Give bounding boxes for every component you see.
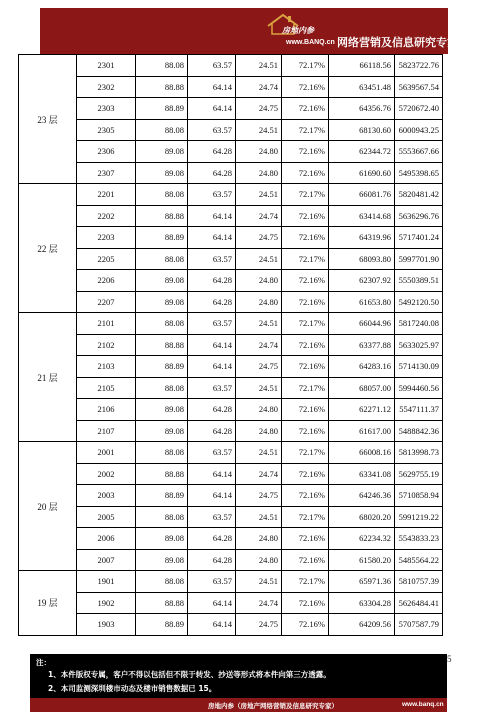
unit-number-cell: 2006: [77, 528, 136, 550]
total-price-cell: 5488842.36: [395, 420, 443, 442]
area-cell: 88.88: [136, 76, 188, 98]
table-row: [19, 334, 443, 356]
unit-number-cell: 2302: [77, 76, 136, 98]
unit-price-cell: 62271.12: [329, 399, 395, 421]
ratio-cell: 72.16%: [282, 463, 329, 485]
unit-price-cell: 63304.28: [329, 592, 395, 614]
unit-number-cell: 2306: [77, 141, 136, 163]
total-price-cell: 5707587.79: [395, 614, 443, 636]
inner-area-cell: 64.14: [188, 485, 236, 507]
table-row: [19, 377, 443, 399]
table-row: [19, 442, 443, 464]
shared-area-cell: 24.80: [236, 162, 282, 184]
area-cell: 88.88: [136, 592, 188, 614]
ratio-cell: 72.16%: [282, 291, 329, 313]
area-cell: 88.08: [136, 248, 188, 270]
unit-price-cell: 68057.00: [329, 377, 395, 399]
ratio-cell: 72.16%: [282, 162, 329, 184]
shared-area-cell: 24.80: [236, 549, 282, 571]
shared-area-cell: 24.51: [236, 442, 282, 464]
floor-label-cell: 23 层: [19, 55, 77, 184]
unit-price-cell: 64356.76: [329, 98, 395, 120]
total-price-cell: 6000943.25: [395, 119, 443, 141]
table-row: [19, 205, 443, 227]
unit-price-cell: 62344.72: [329, 141, 395, 163]
ratio-cell: 72.17%: [282, 55, 329, 77]
shared-area-cell: 24.51: [236, 313, 282, 335]
unit-price-cell: 64319.96: [329, 227, 395, 249]
unit-number-cell: 1903: [77, 614, 136, 636]
unit-number-cell: 2101: [77, 313, 136, 335]
shared-area-cell: 24.80: [236, 141, 282, 163]
total-price-cell: 5997701.90: [395, 248, 443, 270]
unit-number-cell: 2303: [77, 98, 136, 120]
note-title: 注：: [36, 658, 51, 667]
unit-price-cell: 68093.80: [329, 248, 395, 270]
ratio-cell: 72.16%: [282, 270, 329, 292]
table-row: [19, 141, 443, 163]
unit-number-cell: 1901: [77, 571, 136, 593]
table-row: [19, 485, 443, 507]
inner-area-cell: 64.28: [188, 270, 236, 292]
unit-number-cell: 2305: [77, 119, 136, 141]
ratio-cell: 72.16%: [282, 205, 329, 227]
table-row: [19, 227, 443, 249]
ratio-cell: 72.16%: [282, 141, 329, 163]
floor-label-cell: 22 层: [19, 184, 77, 313]
shared-area-cell: 24.51: [236, 506, 282, 528]
unit-price-cell: 66118.56: [329, 55, 395, 77]
table-row: [19, 463, 443, 485]
unit-price-cell: 63341.08: [329, 463, 395, 485]
unit-number-cell: 2003: [77, 485, 136, 507]
total-price-cell: 5485564.22: [395, 549, 443, 571]
total-price-cell: 5813998.73: [395, 442, 443, 464]
ratio-cell: 72.17%: [282, 442, 329, 464]
ratio-cell: 72.16%: [282, 227, 329, 249]
inner-area-cell: 64.28: [188, 141, 236, 163]
shared-area-cell: 24.75: [236, 98, 282, 120]
table-row: [19, 399, 443, 421]
total-price-cell: 5817240.08: [395, 313, 443, 335]
ratio-cell: 72.16%: [282, 549, 329, 571]
unit-number-cell: 2002: [77, 463, 136, 485]
shared-area-cell: 24.75: [236, 485, 282, 507]
total-price-cell: 5633025.97: [395, 334, 443, 356]
unit-number-cell: 1902: [77, 592, 136, 614]
table-row: [19, 528, 443, 550]
shared-area-cell: 24.51: [236, 119, 282, 141]
shared-area-cell: 24.74: [236, 205, 282, 227]
total-price-cell: 5492120.50: [395, 291, 443, 313]
shared-area-cell: 24.75: [236, 356, 282, 378]
footer-notes: [30, 654, 447, 698]
table-row: [19, 291, 443, 313]
total-price-cell: 5495398.65: [395, 162, 443, 184]
ratio-cell: 72.17%: [282, 119, 329, 141]
inner-area-cell: 64.28: [188, 549, 236, 571]
area-cell: 88.89: [136, 485, 188, 507]
ratio-cell: 72.17%: [282, 377, 329, 399]
ratio-cell: 72.16%: [282, 592, 329, 614]
table-row: [19, 356, 443, 378]
shared-area-cell: 24.75: [236, 227, 282, 249]
area-cell: 88.08: [136, 506, 188, 528]
inner-area-cell: 64.28: [188, 291, 236, 313]
footer-bar-url: www.banq.cn: [402, 701, 444, 708]
area-cell: 89.08: [136, 399, 188, 421]
total-price-cell: 5553667.66: [395, 141, 443, 163]
unit-number-cell: 2203: [77, 227, 136, 249]
inner-area-cell: 63.57: [188, 184, 236, 206]
area-cell: 88.08: [136, 377, 188, 399]
ratio-cell: 72.17%: [282, 506, 329, 528]
inner-area-cell: 63.57: [188, 506, 236, 528]
inner-area-cell: 64.28: [188, 528, 236, 550]
ratio-cell: 72.16%: [282, 485, 329, 507]
shared-area-cell: 24.51: [236, 248, 282, 270]
shared-area-cell: 24.80: [236, 420, 282, 442]
total-price-cell: 5720672.40: [395, 98, 443, 120]
area-cell: 89.08: [136, 291, 188, 313]
inner-area-cell: 64.14: [188, 356, 236, 378]
area-cell: 89.08: [136, 420, 188, 442]
unit-number-cell: 2201: [77, 184, 136, 206]
area-cell: 88.89: [136, 614, 188, 636]
table-row: [19, 184, 443, 206]
table-row: [19, 248, 443, 270]
shared-area-cell: 24.51: [236, 55, 282, 77]
total-price-cell: 5639567.54: [395, 76, 443, 98]
unit-price-cell: 61617.00: [329, 420, 395, 442]
shared-area-cell: 24.51: [236, 184, 282, 206]
unit-price-cell: 61690.60: [329, 162, 395, 184]
unit-number-cell: 2307: [77, 162, 136, 184]
unit-price-cell: 68020.20: [329, 506, 395, 528]
unit-price-cell: 66081.76: [329, 184, 395, 206]
sales-table: [18, 54, 443, 636]
unit-price-cell: 62234.32: [329, 528, 395, 550]
inner-area-cell: 63.57: [188, 377, 236, 399]
area-cell: 88.89: [136, 227, 188, 249]
table-row: [19, 119, 443, 141]
inner-area-cell: 63.57: [188, 248, 236, 270]
ratio-cell: 72.16%: [282, 420, 329, 442]
unit-price-cell: 64209.56: [329, 614, 395, 636]
total-price-cell: 5820481.42: [395, 184, 443, 206]
unit-price-cell: 63377.88: [329, 334, 395, 356]
shared-area-cell: 24.80: [236, 399, 282, 421]
page-number: 5: [447, 654, 452, 664]
total-price-cell: 5994460.56: [395, 377, 443, 399]
ratio-cell: 72.17%: [282, 313, 329, 335]
area-cell: 89.08: [136, 270, 188, 292]
total-price-cell: 5717401.24: [395, 227, 443, 249]
total-price-cell: 5991219.22: [395, 506, 443, 528]
unit-price-cell: 66044.96: [329, 313, 395, 335]
inner-area-cell: 64.14: [188, 76, 236, 98]
inner-area-cell: 64.28: [188, 162, 236, 184]
area-cell: 88.08: [136, 313, 188, 335]
unit-number-cell: 2106: [77, 399, 136, 421]
unit-price-cell: 63414.68: [329, 205, 395, 227]
table-row: [19, 76, 443, 98]
unit-number-cell: 2007: [77, 549, 136, 571]
ratio-cell: 72.16%: [282, 528, 329, 550]
area-cell: 88.89: [136, 356, 188, 378]
unit-number-cell: 2206: [77, 270, 136, 292]
footer-bar-text: 房地内参（房地产网络营销及信息研究专家）: [208, 702, 338, 710]
inner-area-cell: 64.14: [188, 98, 236, 120]
inner-area-cell: 63.57: [188, 55, 236, 77]
logo-url: www.BANQ.cn: [286, 39, 335, 46]
inner-area-cell: 63.57: [188, 442, 236, 464]
inner-area-cell: 64.14: [188, 227, 236, 249]
ratio-cell: 72.16%: [282, 356, 329, 378]
area-cell: 88.88: [136, 463, 188, 485]
unit-price-cell: 64283.16: [329, 356, 395, 378]
shared-area-cell: 24.74: [236, 334, 282, 356]
unit-number-cell: 2001: [77, 442, 136, 464]
table-row: [19, 162, 443, 184]
total-price-cell: 5823722.76: [395, 55, 443, 77]
unit-number-cell: 2102: [77, 334, 136, 356]
total-price-cell: 5626484.41: [395, 592, 443, 614]
table-row: [19, 420, 443, 442]
unit-number-cell: 2005: [77, 506, 136, 528]
unit-price-cell: 65971.36: [329, 571, 395, 593]
ratio-cell: 72.16%: [282, 614, 329, 636]
area-cell: 89.08: [136, 141, 188, 163]
inner-area-cell: 63.57: [188, 571, 236, 593]
area-cell: 88.88: [136, 334, 188, 356]
unit-number-cell: 2301: [77, 55, 136, 77]
inner-area-cell: 64.14: [188, 592, 236, 614]
total-price-cell: 5636296.76: [395, 205, 443, 227]
table-row: [19, 313, 443, 335]
shared-area-cell: 24.80: [236, 528, 282, 550]
inner-area-cell: 63.57: [188, 119, 236, 141]
ratio-cell: 72.16%: [282, 98, 329, 120]
footer-bar: [30, 698, 447, 712]
table-row: [19, 592, 443, 614]
total-price-cell: 5710858.94: [395, 485, 443, 507]
unit-price-cell: 64246.36: [329, 485, 395, 507]
table-row: [19, 549, 443, 571]
total-price-cell: 5547111.37: [395, 399, 443, 421]
inner-area-cell: 64.14: [188, 205, 236, 227]
unit-number-cell: 2107: [77, 420, 136, 442]
area-cell: 88.08: [136, 184, 188, 206]
shared-area-cell: 24.51: [236, 377, 282, 399]
unit-price-cell: 66008.16: [329, 442, 395, 464]
shared-area-cell: 24.80: [236, 291, 282, 313]
unit-price-cell: 68130.60: [329, 119, 395, 141]
table-row: [19, 571, 443, 593]
ratio-cell: 72.16%: [282, 399, 329, 421]
unit-number-cell: 2207: [77, 291, 136, 313]
ratio-cell: 72.17%: [282, 571, 329, 593]
banner-title: 网络营销及信息研究专家: [337, 36, 458, 49]
unit-price-cell: 63451.48: [329, 76, 395, 98]
area-cell: 89.08: [136, 162, 188, 184]
ratio-cell: 72.17%: [282, 184, 329, 206]
shared-area-cell: 24.74: [236, 463, 282, 485]
table-row: [19, 270, 443, 292]
note-item: 2、本司监测深圳楼市动态及楼市销售数据已 15。: [48, 684, 217, 693]
total-price-cell: 5629755.19: [395, 463, 443, 485]
table-row: [19, 506, 443, 528]
ratio-cell: 72.16%: [282, 76, 329, 98]
floor-label-cell: 19 层: [19, 571, 77, 636]
shared-area-cell: 24.74: [236, 592, 282, 614]
inner-area-cell: 63.57: [188, 313, 236, 335]
unit-number-cell: 2105: [77, 377, 136, 399]
ratio-cell: 72.17%: [282, 248, 329, 270]
area-cell: 88.08: [136, 119, 188, 141]
area-cell: 88.08: [136, 571, 188, 593]
area-cell: 88.08: [136, 442, 188, 464]
shared-area-cell: 24.80: [236, 270, 282, 292]
table-row: [19, 614, 443, 636]
table-row: [19, 98, 443, 120]
floor-label-cell: 21 层: [19, 313, 77, 442]
total-price-cell: 5714130.09: [395, 356, 443, 378]
floor-label-cell: 20 层: [19, 442, 77, 571]
shared-area-cell: 24.74: [236, 76, 282, 98]
inner-area-cell: 64.28: [188, 399, 236, 421]
area-cell: 89.08: [136, 549, 188, 571]
inner-area-cell: 64.14: [188, 334, 236, 356]
total-price-cell: 5550389.51: [395, 270, 443, 292]
unit-number-cell: 2205: [77, 248, 136, 270]
area-cell: 88.08: [136, 55, 188, 77]
logo-text: 房地内参: [282, 26, 314, 35]
ratio-cell: 72.16%: [282, 334, 329, 356]
unit-number-cell: 2202: [77, 205, 136, 227]
note-item: 1、本件版权专属，客户不得以包括但不限于转发、抄送等形式将本件向第三方透露。: [48, 670, 331, 679]
inner-area-cell: 64.14: [188, 463, 236, 485]
area-cell: 88.89: [136, 98, 188, 120]
table-row: [19, 55, 443, 77]
shared-area-cell: 24.75: [236, 614, 282, 636]
shared-area-cell: 24.51: [236, 571, 282, 593]
area-cell: 88.88: [136, 205, 188, 227]
inner-area-cell: 64.14: [188, 614, 236, 636]
unit-number-cell: 2103: [77, 356, 136, 378]
total-price-cell: 5543833.23: [395, 528, 443, 550]
unit-price-cell: 62307.92: [329, 270, 395, 292]
area-cell: 89.08: [136, 528, 188, 550]
total-price-cell: 5810757.39: [395, 571, 443, 593]
inner-area-cell: 64.28: [188, 420, 236, 442]
unit-price-cell: 61653.80: [329, 291, 395, 313]
unit-price-cell: 61580.20: [329, 549, 395, 571]
